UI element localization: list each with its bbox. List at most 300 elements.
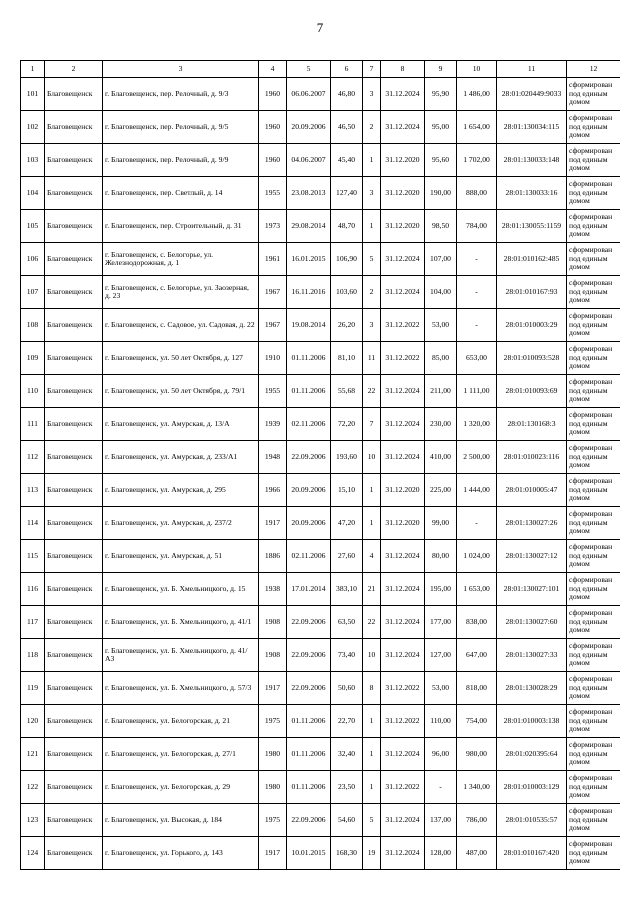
table-row — [21, 78, 621, 111]
area-cell: 106,90 — [331, 243, 363, 276]
area-cell: 50,60 — [331, 672, 363, 705]
year-built-cell: 1966 — [259, 474, 287, 507]
address-cell: г. Благовещенск, ул. Б. Хмельницкого, д. 57/3 — [103, 672, 259, 705]
city-cell: Благовещенск — [45, 804, 103, 837]
cadastral-number-cell: 28:01:130027:60 — [497, 606, 567, 639]
row-number-cell: 103 — [21, 144, 45, 177]
area-cell: 127,40 — [331, 177, 363, 210]
column-number-8: 8 — [381, 61, 425, 78]
status-note-cell: сформирован под единым домом — [567, 342, 621, 375]
table-row — [21, 309, 621, 342]
city-cell: Благовещенск — [45, 177, 103, 210]
city-cell: Благовещенск — [45, 309, 103, 342]
date-term-cell: 31.12.2020 — [381, 507, 425, 540]
status-note-cell: сформирован под единым домом — [567, 837, 621, 870]
value-a-cell: 410,00 — [425, 441, 457, 474]
cadastral-number-cell: 28:01:020395:64 — [497, 738, 567, 771]
table-row — [21, 705, 621, 738]
area-cell: 103,60 — [331, 276, 363, 309]
value-b-cell: 1 654,00 — [457, 111, 497, 144]
address-cell: г. Благовещенск, ул. Белогорская, д. 29 — [103, 771, 259, 804]
cadastral-number-cell: 28:01:130168:3 — [497, 408, 567, 441]
table-row — [21, 144, 621, 177]
value-a-cell: 225,00 — [425, 474, 457, 507]
table-row — [21, 738, 621, 771]
date-cell: 10.01.2015 — [287, 837, 331, 870]
date-cell: 01.11.2006 — [287, 771, 331, 804]
column-number-6: 6 — [331, 61, 363, 78]
date-cell: 19.08.2014 — [287, 309, 331, 342]
count-cell: 1 — [363, 210, 381, 243]
count-cell: 19 — [363, 837, 381, 870]
value-b-cell: 647,00 — [457, 639, 497, 672]
status-note-cell: сформирован под единым домом — [567, 474, 621, 507]
table-row — [21, 276, 621, 309]
value-a-cell: 107,00 — [425, 243, 457, 276]
city-cell: Благовещенск — [45, 408, 103, 441]
value-a-cell: 195,00 — [425, 573, 457, 606]
city-cell: Благовещенск — [45, 441, 103, 474]
row-number-cell: 108 — [21, 309, 45, 342]
year-built-cell: 1960 — [259, 111, 287, 144]
table-row — [21, 540, 621, 573]
cadastral-number-cell: 28:01:010003:138 — [497, 705, 567, 738]
table-row — [21, 771, 621, 804]
cadastral-number-cell: 28:01:130033:148 — [497, 144, 567, 177]
year-built-cell: 1938 — [259, 573, 287, 606]
column-number-7: 7 — [363, 61, 381, 78]
area-cell: 55,68 — [331, 375, 363, 408]
cadastral-number-cell: 28:01:130028:29 — [497, 672, 567, 705]
value-b-cell: 1 111,00 — [457, 375, 497, 408]
date-cell: 01.11.2006 — [287, 375, 331, 408]
status-note-cell: сформирован под единым домом — [567, 243, 621, 276]
row-number-cell: 117 — [21, 606, 45, 639]
cadastral-number-cell: 28:01:130027:26 — [497, 507, 567, 540]
table-row — [21, 507, 621, 540]
count-cell: 1 — [363, 507, 381, 540]
year-built-cell: 1908 — [259, 606, 287, 639]
area-cell: 26,20 — [331, 309, 363, 342]
row-number-cell: 124 — [21, 837, 45, 870]
value-a-cell: 104,00 — [425, 276, 457, 309]
value-a-cell: 177,00 — [425, 606, 457, 639]
count-cell: 3 — [363, 78, 381, 111]
table-row — [21, 441, 621, 474]
city-cell: Благовещенск — [45, 144, 103, 177]
city-cell: Благовещенск — [45, 210, 103, 243]
date-term-cell: 31.12.2022 — [381, 309, 425, 342]
value-a-cell: 190,00 — [425, 177, 457, 210]
date-term-cell: 31.12.2024 — [381, 375, 425, 408]
cadastral-number-cell: 28:01:010167:93 — [497, 276, 567, 309]
date-term-cell: 31.12.2024 — [381, 606, 425, 639]
cadastral-number-cell: 28:01:130055:1159 — [497, 210, 567, 243]
year-built-cell: 1973 — [259, 210, 287, 243]
year-built-cell: 1960 — [259, 144, 287, 177]
value-b-cell: 487,00 — [457, 837, 497, 870]
cadastral-number-cell: 28:01:010093:528 — [497, 342, 567, 375]
cadastral-number-cell: 28:01:010535:57 — [497, 804, 567, 837]
cadastral-number-cell: 28:01:010003:129 — [497, 771, 567, 804]
date-term-cell: 31.12.2024 — [381, 243, 425, 276]
value-a-cell: 127,00 — [425, 639, 457, 672]
date-term-cell: 31.12.2024 — [381, 804, 425, 837]
row-number-cell: 111 — [21, 408, 45, 441]
status-note-cell: сформирован под единым домом — [567, 309, 621, 342]
year-built-cell: 1886 — [259, 540, 287, 573]
address-cell: г. Благовещенск, ул. Белогорская, д. 21 — [103, 705, 259, 738]
date-cell: 06.06.2007 — [287, 78, 331, 111]
city-cell: Благовещенск — [45, 276, 103, 309]
year-built-cell: 1948 — [259, 441, 287, 474]
count-cell: 21 — [363, 573, 381, 606]
count-cell: 11 — [363, 342, 381, 375]
year-built-cell: 1975 — [259, 705, 287, 738]
date-cell: 16.01.2015 — [287, 243, 331, 276]
date-cell: 20.09.2006 — [287, 111, 331, 144]
date-cell: 22.09.2006 — [287, 672, 331, 705]
row-number-cell: 107 — [21, 276, 45, 309]
table-row — [21, 408, 621, 441]
area-cell: 72,20 — [331, 408, 363, 441]
value-b-cell: - — [457, 243, 497, 276]
date-term-cell: 31.12.2020 — [381, 474, 425, 507]
value-a-cell: 85,00 — [425, 342, 457, 375]
date-cell: 04.06.2007 — [287, 144, 331, 177]
date-term-cell: 31.12.2022 — [381, 342, 425, 375]
address-cell: г. Благовещенск, пер. Светлый, д. 14 — [103, 177, 259, 210]
year-built-cell: 1917 — [259, 672, 287, 705]
year-built-cell: 1917 — [259, 507, 287, 540]
count-cell: 5 — [363, 804, 381, 837]
city-cell: Благовещенск — [45, 243, 103, 276]
cadastral-number-cell: 28:01:010167:420 — [497, 837, 567, 870]
status-note-cell: сформирован под единым домом — [567, 573, 621, 606]
value-b-cell: 1 024,00 — [457, 540, 497, 573]
year-built-cell: 1980 — [259, 771, 287, 804]
city-cell: Благовещенск — [45, 606, 103, 639]
value-b-cell: 784,00 — [457, 210, 497, 243]
row-number-cell: 102 — [21, 111, 45, 144]
address-cell: г. Благовещенск, ул. 50 лет Октября, д. 79/1 — [103, 375, 259, 408]
column-number-9: 9 — [425, 61, 457, 78]
value-a-cell: 230,00 — [425, 408, 457, 441]
date-cell: 01.11.2006 — [287, 705, 331, 738]
status-note-cell: сформирован под единым домом — [567, 540, 621, 573]
address-cell: г. Благовещенск, ул. Высокая, д. 184 — [103, 804, 259, 837]
address-cell: г. Благовещенск, ул. Б. Хмельницкого, д. 15 — [103, 573, 259, 606]
count-cell: 22 — [363, 375, 381, 408]
column-number-10: 10 — [457, 61, 497, 78]
cadastral-number-cell: 28:01:130027:12 — [497, 540, 567, 573]
address-cell: г. Благовещенск, с. Белогорье, ул. Железнодорожная, д. 1 — [103, 243, 259, 276]
row-number-cell: 116 — [21, 573, 45, 606]
address-cell: г. Благовещенск, пер. Релочный, д. 9/9 — [103, 144, 259, 177]
value-a-cell: 95,60 — [425, 144, 457, 177]
column-number-row — [21, 61, 621, 78]
document-page — [20, 60, 620, 880]
year-built-cell: 1967 — [259, 276, 287, 309]
cadastral-number-cell: 28:01:010162:485 — [497, 243, 567, 276]
status-note-cell: сформирован под единым домом — [567, 639, 621, 672]
date-cell: 02.11.2006 — [287, 408, 331, 441]
count-cell: 10 — [363, 639, 381, 672]
date-cell: 16.11.2016 — [287, 276, 331, 309]
area-cell: 168,30 — [331, 837, 363, 870]
area-cell: 73,40 — [331, 639, 363, 672]
date-term-cell: 31.12.2022 — [381, 705, 425, 738]
city-cell: Благовещенск — [45, 111, 103, 144]
value-b-cell: 1 320,00 — [457, 408, 497, 441]
area-cell: 27,60 — [331, 540, 363, 573]
row-number-cell: 120 — [21, 705, 45, 738]
count-cell: 4 — [363, 540, 381, 573]
value-a-cell: 211,00 — [425, 375, 457, 408]
count-cell: 1 — [363, 144, 381, 177]
year-built-cell: 1955 — [259, 375, 287, 408]
row-number-cell: 122 — [21, 771, 45, 804]
row-number-cell: 104 — [21, 177, 45, 210]
address-cell: г. Благовещенск, с. Садовое, ул. Садовая, д. 22 — [103, 309, 259, 342]
count-cell: 1 — [363, 474, 381, 507]
status-note-cell: сформирован под единым домом — [567, 507, 621, 540]
date-cell: 01.11.2006 — [287, 738, 331, 771]
date-cell: 17.01.2014 — [287, 573, 331, 606]
area-cell: 63,50 — [331, 606, 363, 639]
date-cell: 22.09.2006 — [287, 441, 331, 474]
page-number: 7 — [316, 20, 324, 35]
area-cell: 46,50 — [331, 111, 363, 144]
city-cell: Благовещенск — [45, 837, 103, 870]
table-row — [21, 606, 621, 639]
column-number-5: 5 — [287, 61, 331, 78]
status-note-cell: сформирован под единым домом — [567, 276, 621, 309]
year-built-cell: 1939 — [259, 408, 287, 441]
area-cell: 193,60 — [331, 441, 363, 474]
city-cell: Благовещенск — [45, 375, 103, 408]
row-number-cell: 105 — [21, 210, 45, 243]
date-term-cell: 31.12.2022 — [381, 672, 425, 705]
status-note-cell: сформирован под единым домом — [567, 441, 621, 474]
city-cell: Благовещенск — [45, 672, 103, 705]
date-cell: 20.09.2006 — [287, 474, 331, 507]
status-note-cell: сформирован под единым домом — [567, 606, 621, 639]
table-row — [21, 804, 621, 837]
value-a-cell: 110,00 — [425, 705, 457, 738]
date-cell: 22.09.2006 — [287, 606, 331, 639]
date-term-cell: 31.12.2024 — [381, 111, 425, 144]
status-note-cell: сформирован под единым домом — [567, 210, 621, 243]
city-cell: Благовещенск — [45, 342, 103, 375]
row-number-cell: 112 — [21, 441, 45, 474]
row-number-cell: 113 — [21, 474, 45, 507]
address-cell: г. Благовещенск, ул. Горького, д. 143 — [103, 837, 259, 870]
date-cell: 23.08.2013 — [287, 177, 331, 210]
cadastral-number-cell: 28:01:010023:116 — [497, 441, 567, 474]
value-a-cell: 95,90 — [425, 78, 457, 111]
address-cell: г. Благовещенск, пер. Строительный, д. 31 — [103, 210, 259, 243]
cadastral-number-cell: 28:01:020449:9033 — [497, 78, 567, 111]
address-cell: г. Благовещенск, пер. Релочный, д. 9/5 — [103, 111, 259, 144]
value-b-cell: - — [457, 276, 497, 309]
value-a-cell: 96,00 — [425, 738, 457, 771]
area-cell: 47,20 — [331, 507, 363, 540]
table-row — [21, 375, 621, 408]
city-cell: Благовещенск — [45, 639, 103, 672]
value-a-cell: 98,50 — [425, 210, 457, 243]
count-cell: 2 — [363, 111, 381, 144]
count-cell: 5 — [363, 243, 381, 276]
year-built-cell: 1961 — [259, 243, 287, 276]
date-cell: 01.11.2006 — [287, 342, 331, 375]
area-cell: 23,50 — [331, 771, 363, 804]
table-row — [21, 210, 621, 243]
value-b-cell: 980,00 — [457, 738, 497, 771]
value-b-cell: 818,00 — [457, 672, 497, 705]
address-cell: г. Благовещенск, ул. Белогорская, д. 27/1 — [103, 738, 259, 771]
year-built-cell: 1910 — [259, 342, 287, 375]
date-term-cell: 31.12.2024 — [381, 573, 425, 606]
status-note-cell: сформирован под единым домом — [567, 408, 621, 441]
row-number-cell: 118 — [21, 639, 45, 672]
column-number-12: 12 — [567, 61, 621, 78]
value-a-cell: 99,00 — [425, 507, 457, 540]
count-cell: 22 — [363, 606, 381, 639]
count-cell: 8 — [363, 672, 381, 705]
city-cell: Благовещенск — [45, 771, 103, 804]
value-b-cell: 888,00 — [457, 177, 497, 210]
value-b-cell: 754,00 — [457, 705, 497, 738]
city-cell: Благовещенск — [45, 540, 103, 573]
value-b-cell: 1 444,00 — [457, 474, 497, 507]
count-cell: 7 — [363, 408, 381, 441]
column-number-2: 2 — [45, 61, 103, 78]
year-built-cell: 1960 — [259, 78, 287, 111]
address-cell: г. Благовещенск, ул. Амурская, д. 13/А — [103, 408, 259, 441]
city-cell: Благовещенск — [45, 705, 103, 738]
count-cell: 1 — [363, 738, 381, 771]
value-b-cell: - — [457, 507, 497, 540]
status-note-cell: сформирован под единым домом — [567, 177, 621, 210]
address-cell: г. Благовещенск, ул. 50 лет Октября, д. 127 — [103, 342, 259, 375]
value-b-cell: 2 500,00 — [457, 441, 497, 474]
value-b-cell: - — [457, 309, 497, 342]
date-term-cell: 31.12.2022 — [381, 771, 425, 804]
city-cell: Благовещенск — [45, 78, 103, 111]
row-number-cell: 101 — [21, 78, 45, 111]
cadastral-number-cell: 28:01:130027:33 — [497, 639, 567, 672]
table-row — [21, 639, 621, 672]
address-cell: г. Благовещенск, ул. Амурская, д. 295 — [103, 474, 259, 507]
area-cell: 32,40 — [331, 738, 363, 771]
area-cell: 46,80 — [331, 78, 363, 111]
count-cell: 3 — [363, 309, 381, 342]
status-note-cell: сформирован под единым домом — [567, 804, 621, 837]
value-a-cell: 128,00 — [425, 837, 457, 870]
date-term-cell: 31.12.2020 — [381, 177, 425, 210]
date-cell: 02.11.2006 — [287, 540, 331, 573]
year-built-cell: 1917 — [259, 837, 287, 870]
city-cell: Благовещенск — [45, 738, 103, 771]
cadastral-number-cell: 28:01:130034:115 — [497, 111, 567, 144]
register-table — [20, 60, 620, 870]
count-cell: 2 — [363, 276, 381, 309]
value-a-cell: - — [425, 771, 457, 804]
value-b-cell: 1 340,00 — [457, 771, 497, 804]
date-term-cell: 31.12.2020 — [381, 210, 425, 243]
city-cell: Благовещенск — [45, 573, 103, 606]
address-cell: г. Благовещенск, с. Белогорье, ул. Заозерная, д. 23 — [103, 276, 259, 309]
value-b-cell: 1 653,00 — [457, 573, 497, 606]
date-cell: 22.09.2006 — [287, 639, 331, 672]
row-number-cell: 109 — [21, 342, 45, 375]
table-row — [21, 672, 621, 705]
date-term-cell: 31.12.2024 — [381, 276, 425, 309]
table-row — [21, 837, 621, 870]
table-body — [21, 78, 621, 870]
date-term-cell: 31.12.2024 — [381, 78, 425, 111]
area-cell: 81,10 — [331, 342, 363, 375]
value-b-cell: 838,00 — [457, 606, 497, 639]
value-b-cell: 1 486,00 — [457, 78, 497, 111]
cadastral-number-cell: 28:01:130027:101 — [497, 573, 567, 606]
cadastral-number-cell: 28:01:010005:47 — [497, 474, 567, 507]
address-cell: г. Благовещенск, ул. Амурская, д. 51 — [103, 540, 259, 573]
table-row — [21, 243, 621, 276]
date-term-cell: 31.12.2024 — [381, 408, 425, 441]
year-built-cell: 1975 — [259, 804, 287, 837]
area-cell: 45,40 — [331, 144, 363, 177]
year-built-cell: 1908 — [259, 639, 287, 672]
value-b-cell: 786,00 — [457, 804, 497, 837]
date-term-cell: 31.12.2024 — [381, 540, 425, 573]
status-note-cell: сформирован под единым домом — [567, 144, 621, 177]
table-row — [21, 342, 621, 375]
row-number-cell: 119 — [21, 672, 45, 705]
row-number-cell: 115 — [21, 540, 45, 573]
year-built-cell: 1955 — [259, 177, 287, 210]
date-term-cell: 31.12.2024 — [381, 738, 425, 771]
status-note-cell: сформирован под единым домом — [567, 78, 621, 111]
area-cell: 22,70 — [331, 705, 363, 738]
date-cell: 20.09.2006 — [287, 507, 331, 540]
date-term-cell: 31.12.2024 — [381, 441, 425, 474]
address-cell: г. Благовещенск, ул. Амурская, д. 237/2 — [103, 507, 259, 540]
date-cell: 22.09.2006 — [287, 804, 331, 837]
year-built-cell: 1980 — [259, 738, 287, 771]
status-note-cell: сформирован под единым домом — [567, 672, 621, 705]
value-a-cell: 53,00 — [425, 309, 457, 342]
area-cell: 383,10 — [331, 573, 363, 606]
year-built-cell: 1967 — [259, 309, 287, 342]
status-note-cell: сформирован под единым домом — [567, 111, 621, 144]
status-note-cell: сформирован под единым домом — [567, 705, 621, 738]
count-cell: 3 — [363, 177, 381, 210]
status-note-cell: сформирован под единым домом — [567, 375, 621, 408]
city-cell: Благовещенск — [45, 474, 103, 507]
row-number-cell: 123 — [21, 804, 45, 837]
column-number-4: 4 — [259, 61, 287, 78]
address-cell: г. Благовещенск, ул. Амурская, д. 233/А1 — [103, 441, 259, 474]
address-cell: г. Благовещенск, ул. Б. Хмельницкого, д. 41/1 — [103, 606, 259, 639]
date-term-cell: 31.12.2020 — [381, 144, 425, 177]
value-a-cell: 80,00 — [425, 540, 457, 573]
date-term-cell: 31.12.2024 — [381, 837, 425, 870]
row-number-cell: 114 — [21, 507, 45, 540]
value-a-cell: 137,00 — [425, 804, 457, 837]
table-row — [21, 111, 621, 144]
